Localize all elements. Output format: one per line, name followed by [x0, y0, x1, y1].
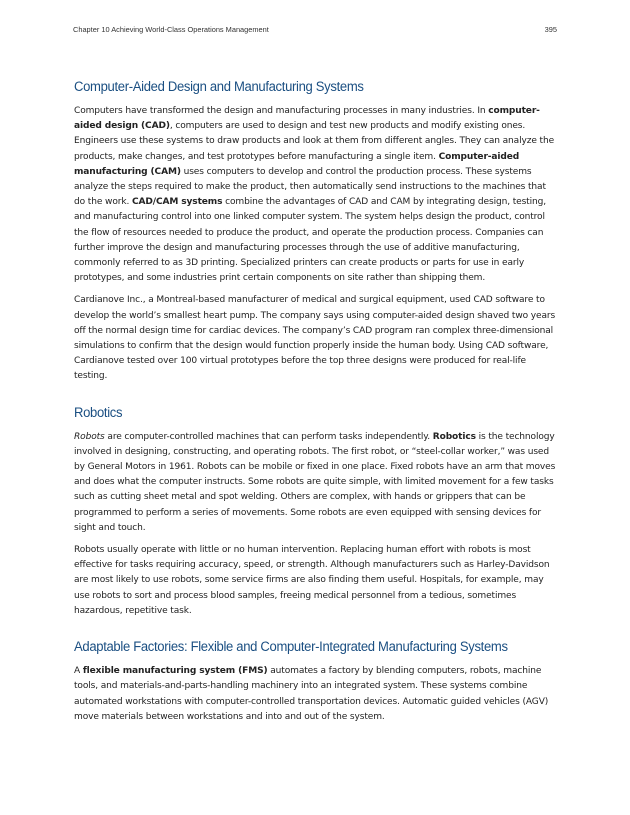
- paragraph-cardianove: Cardianove Inc., a Montreal-based manufacturer of medical and surgical equipment, used CAD software to develop the world’s smallest heart pump. The company says using computer-aided design shaved two years off the normal design time for cardiac devices. The company’s CAD program ran complex three-dimensional simulations to confirm that the design would function properly inside the human body. Using CAD software, Cardianove tested over 100 virtual prototypes before the top three designs were produced for real-life testing.: [74, 295, 556, 382]
- text-run: is the technology involved in designing, constructing, and operating robots. The first robot, or “steel-collar worker,” was used by General Motors in 1961. Robots can be mobile or fixed in one place. Fixed robots have an arm that moves and does what the computer instructs. Some robots are quite simple, with limited movement for a few tasks such as cutting sheet metal and spot welding. Others are complex, with hands or grippers that can be programmed to perform a series of movements. Some robots are even equipped with sensing devices for sight and touch.: [74, 431, 556, 533]
- text-run: Computers have transformed the design and manufacturing processes in many industries. In: [74, 106, 489, 116]
- term-robotics: Robotics: [432, 431, 476, 442]
- page-number: 395: [544, 25, 557, 34]
- paragraph-cad-cam-intro: [74, 104, 558, 286]
- term-cad: computer-aided design (CAD): [74, 106, 540, 132]
- text-run: A: [74, 666, 83, 677]
- text-run: combine the advantages of CAD and CAM by integrating design, testing, and manufacturing control into one linked computer system. The system helps design the product, control the flow of resources needed to produce the product, and operate the production process. Companies can further improve the design and manufacturing processes through the use of additive manufacturing, commonly referred to as 3D printing. Specialized printers can create products or parts for use in early prototypes, and some industries print certain components on site rather than shipping them.: [74, 197, 546, 284]
- paragraph-robotics-intro: [74, 430, 558, 536]
- section-cad-cam: [74, 78, 558, 385]
- text-run: automates a factory by blending computers, robots, machine tools, and materials-and-parts-handling machinery into an integrated system. These systems combine automated workstations with computer-controlled transportation devices. Automatic guided vehicles (AGV) move materials between workstations and into and out of the system.: [74, 666, 549, 722]
- term-robots: Robots: [74, 431, 105, 442]
- section-heading-robotics: Robotics: [74, 404, 123, 421]
- term-fms: flexible manufacturing system (FMS): [82, 666, 268, 677]
- paragraph-robotics-usage: Robots usually operate with little or no human intervention. Replacing human effort with robots is most effective for tasks requiring accuracy, speed, or strength. Although manufacturers such as Harley-Davidson are most likely to use robots, some service firms are also finding them useful. Hospitals, for example, may use robots to sort and process blood samples, freeing medical personnel from a tedious, sometimes hazardous, repetitive task.: [74, 545, 550, 616]
- term-cam: Computer-aided manufacturing (CAM): [74, 151, 520, 177]
- section-adaptable-factories: [74, 638, 558, 725]
- section-heading-adaptable-factories: Adaptable Factories: Flexible and Computer-Integrated Manufacturing Systems: [74, 639, 508, 656]
- term-cad-cam: CAD/CAM systems: [131, 197, 223, 208]
- paragraph-fms: [74, 664, 558, 725]
- page-content: [74, 78, 558, 732]
- text-run: are computer-controlled machines that can perform tasks independently.: [104, 431, 433, 442]
- text-run: , computers are used to design and test new products and modify existing ones. Engineers use these systems to draw products and look at them from different angles. They can analyze the products, make changes, and test prototypes before manufacturing a single item.: [74, 121, 555, 162]
- section-heading-cad-cam: Computer-Aided Design and Manufacturing Systems: [74, 79, 364, 95]
- running-header: [73, 25, 557, 37]
- text-run: uses computers to develop and control the production process. These systems analyze the steps required to make the product, then automatically send instructions to the machines that do the work.: [74, 166, 546, 208]
- section-robotics: [74, 404, 558, 619]
- chapter-title: Chapter 10 Achieving World-Class Operations Management: [73, 25, 269, 34]
